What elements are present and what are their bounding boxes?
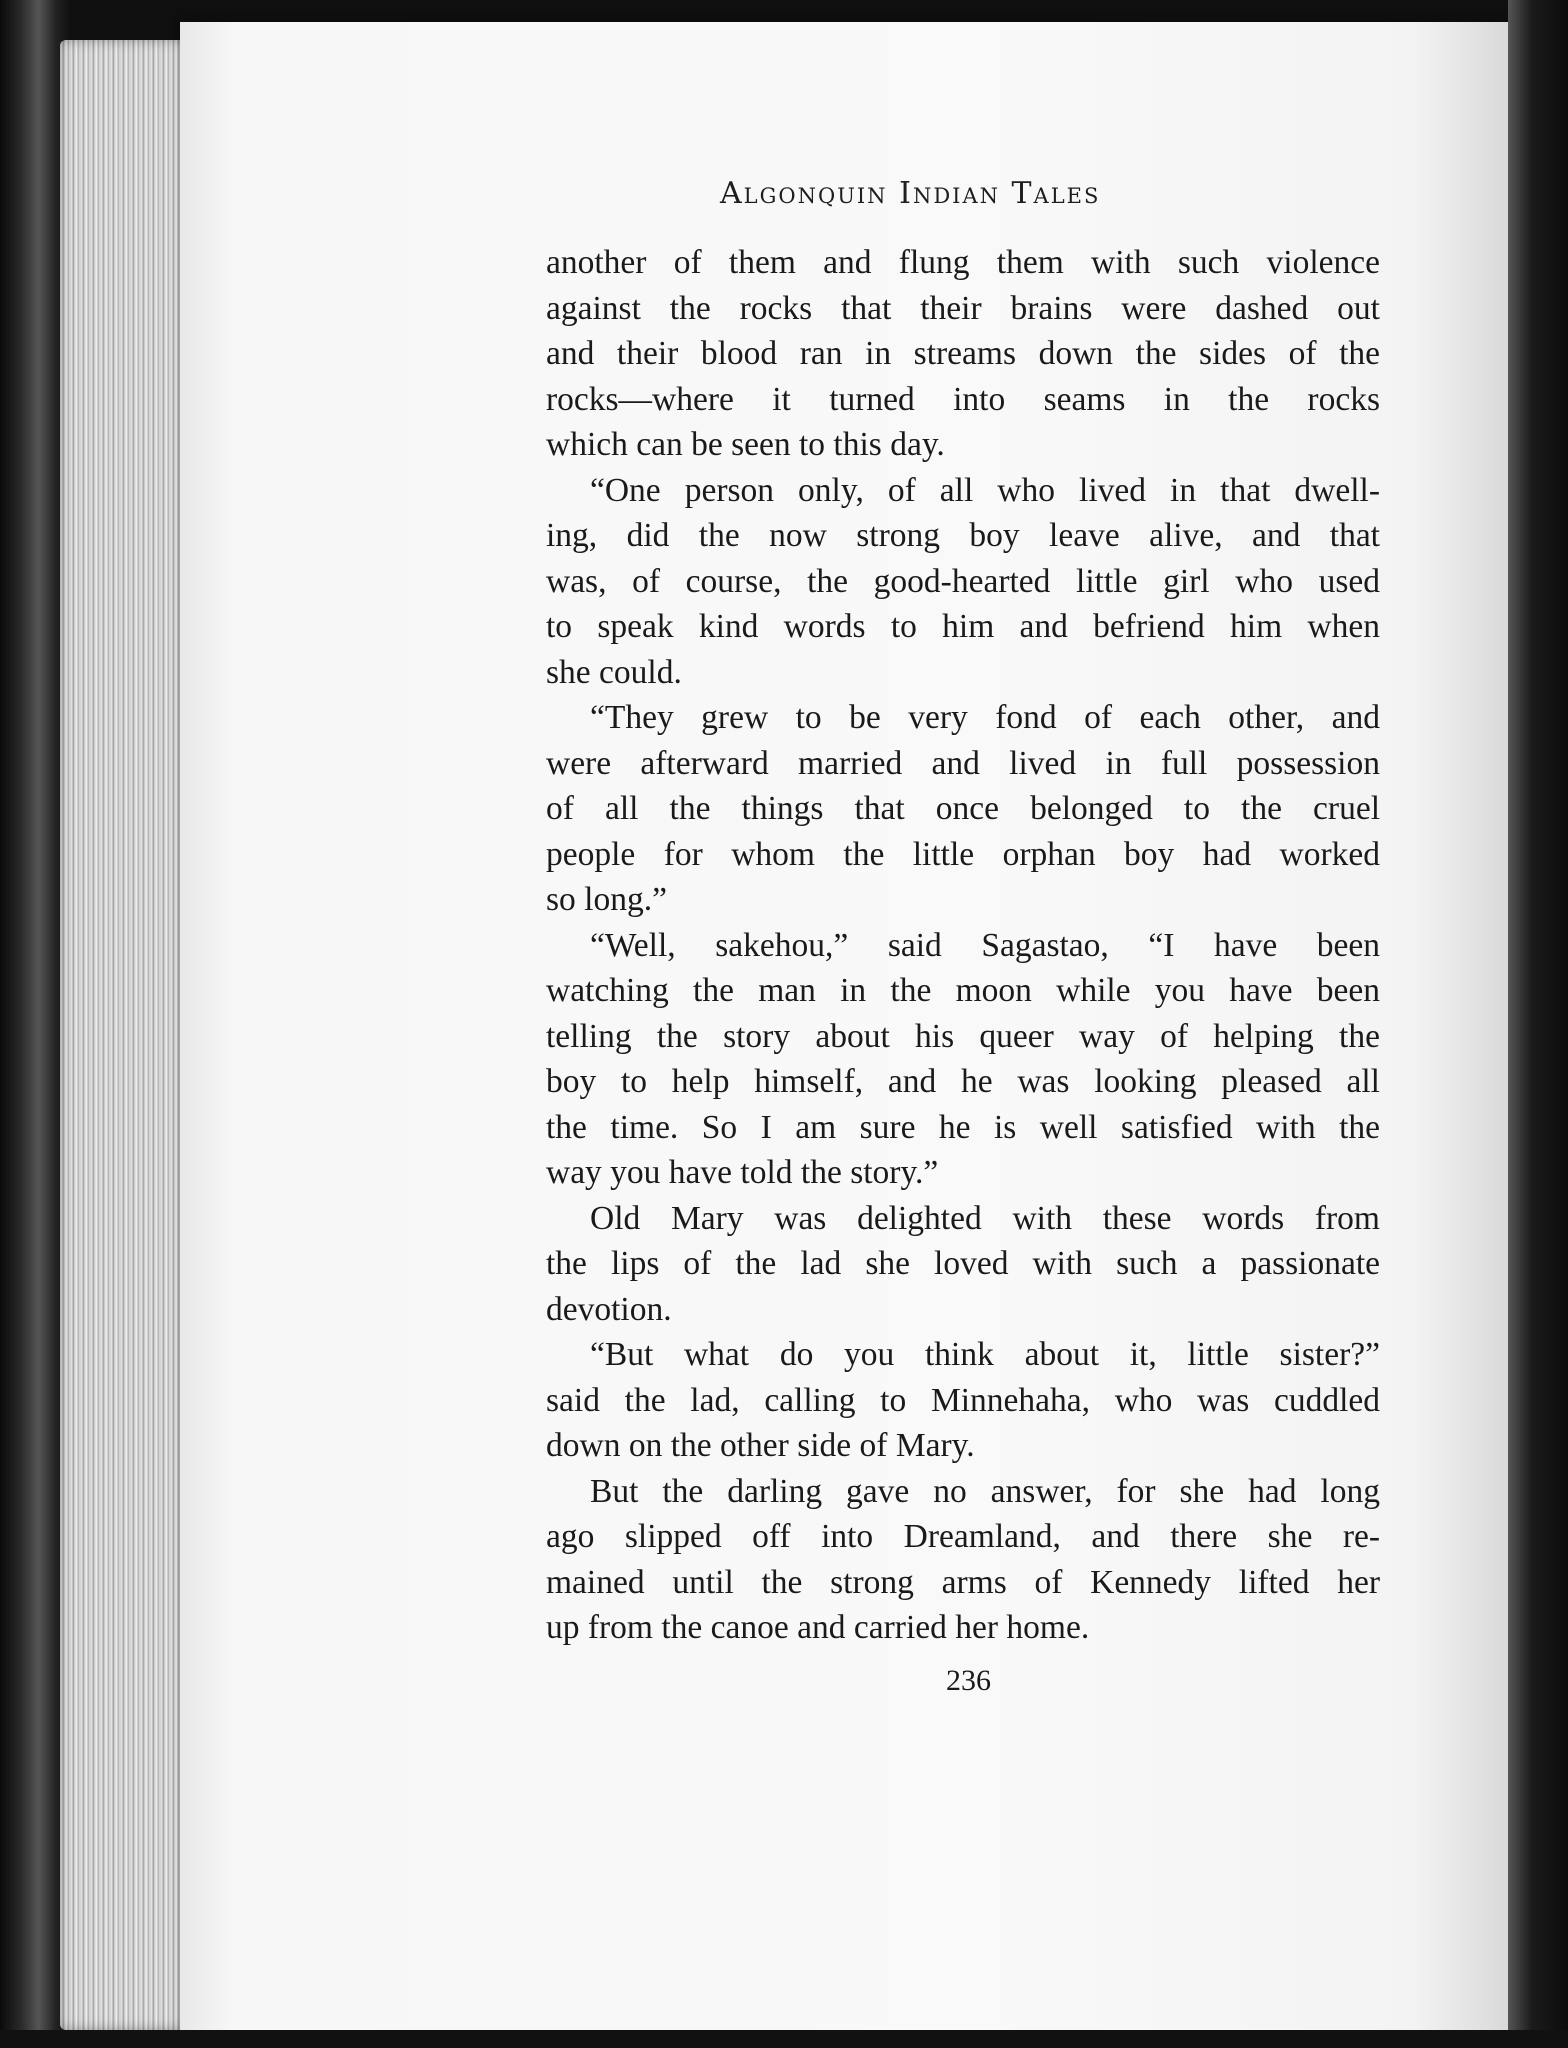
text-line: was, of course, the good-hearted little girl who used — [546, 562, 1380, 600]
text-line: “But what do you think about it, little sister?” — [590, 1336, 1380, 1373]
text-line: to speak kind words to him and befriend him when — [546, 608, 1380, 645]
text-line: which can be seen to this day. — [546, 426, 945, 463]
text-line: Old Mary was delighted with these words from — [590, 1199, 1380, 1237]
running-head: Algonquin Indian Tales — [720, 176, 1101, 211]
text-line: up from the canoe and carried her home. — [546, 1609, 1090, 1646]
text-line: “One person only, of all who lived in that dwell- — [590, 471, 1380, 509]
text-line: of all the things that once belonged to the cruel — [546, 790, 1380, 827]
text-line: she could. — [546, 653, 682, 691]
text-line: devotion. — [546, 1290, 672, 1328]
page-edges — [60, 40, 200, 2030]
text-line: way you have told the story.” — [546, 1154, 939, 1191]
text-line: telling the story about his queer way of helping the — [546, 1017, 1380, 1055]
text-line: the lips of the lad she loved with such a passionate — [546, 1245, 1380, 1282]
bottom-edge — [0, 2030, 1568, 2048]
right-page-shadow — [1508, 0, 1568, 2048]
text-line: against the rocks that their brains were dashed out — [546, 289, 1380, 327]
text-line: the time. So I am sure he is well satisfied with the — [546, 1108, 1380, 1146]
text-line: said the lad, calling to Minnehaha, who was cuddled — [546, 1381, 1380, 1419]
text-line: so long.” — [546, 881, 667, 918]
text-line: down on the other side of Mary. — [546, 1427, 975, 1464]
page-number: 236 — [946, 1664, 991, 1697]
text-line: people for whom the little orphan boy had worked — [546, 835, 1380, 873]
body-text — [546, 240, 1380, 1651]
text-line: boy to help himself, and he was looking pleased all — [546, 1063, 1380, 1100]
text-line: mained until the strong arms of Kennedy lifted her — [546, 1563, 1380, 1601]
text-line: another of them and flung them with such violence — [546, 244, 1380, 281]
text-line: ago slipped off into Dreamland, and there she re- — [546, 1518, 1380, 1555]
text-line: and their blood ran in streams down the sides of the — [546, 335, 1380, 372]
text-line: But the darling gave no answer, for she had long — [590, 1472, 1380, 1510]
text-line: “They grew to be very fond of each other, and — [590, 699, 1380, 736]
text-line: were afterward married and lived in full possession — [546, 744, 1380, 782]
text-line: watching the man in the moon while you have been — [546, 972, 1380, 1009]
text-line: rocks—where it turned into seams in the rocks — [546, 380, 1380, 418]
text-line: “Well, sakehou,” said Sagastao, “I have been — [590, 926, 1380, 964]
text-line: ing, did the now strong boy leave alive, and that — [546, 517, 1380, 554]
